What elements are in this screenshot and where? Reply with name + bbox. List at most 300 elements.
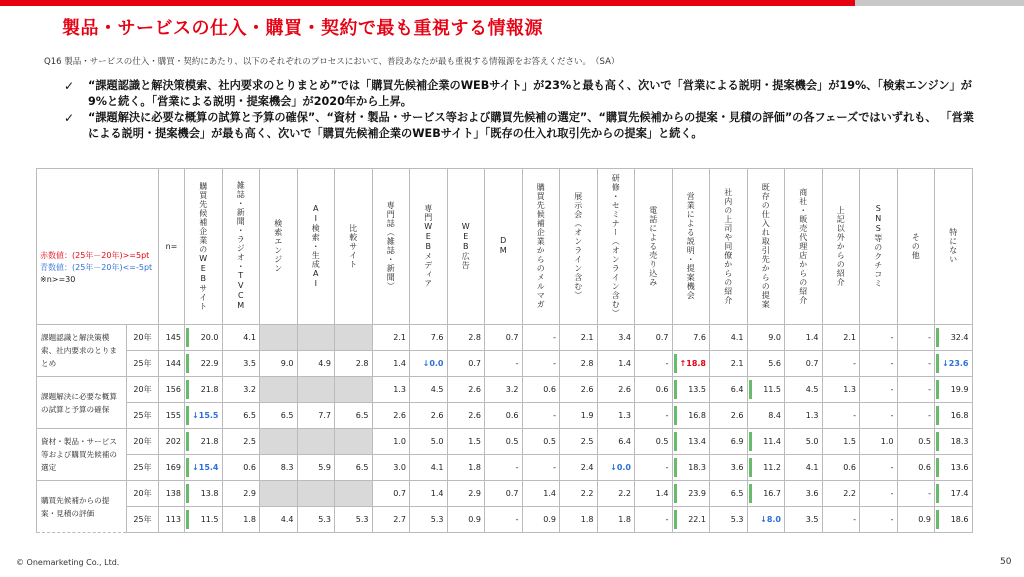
value-text: 13.5 [688,385,706,394]
value-cell [672,481,710,507]
value-text: - [890,463,894,472]
highlight-bar [674,354,677,373]
column-header [635,169,673,325]
value-cell [672,507,710,533]
value-text: 1.0 [393,437,406,446]
value-text: 0.5 [505,437,519,446]
value-cell [447,351,485,377]
highlight-bar [749,380,752,399]
value-text: 21.8 [200,385,219,394]
value-cell [485,429,523,455]
value-text: - [928,489,931,498]
value-text: - [665,359,669,368]
table-row [37,481,973,507]
value-text: 1.0 [880,437,894,446]
value-cell [822,507,860,533]
value-text: - [665,463,669,472]
value-cell [897,377,935,403]
column-header-label: 検索エンジン [273,219,283,273]
value-text: 2.5 [243,437,256,446]
column-header-label: 営業による説明・提案機会 [686,192,696,300]
value-text: 2.6 [580,385,594,394]
value-cell [710,507,748,533]
value-cell [260,403,298,429]
n-cell: 138 [159,481,185,507]
value-text: - [928,411,931,420]
top-gray-bar [855,0,1024,6]
value-cell [860,429,898,455]
value-cell [860,351,898,377]
value-text: 3.5 [243,359,256,368]
value-text: 18.3 [688,463,706,472]
value-cell [260,429,298,455]
value-text: 3.5 [805,515,819,524]
value-text: 0.6 [918,463,931,472]
value-cell [822,455,860,481]
value-text: 4.1 [730,333,744,342]
value-text: 2.1 [580,333,594,342]
header-n: n= [159,169,185,325]
value-text: 0.5 [918,437,931,446]
value-text: 11.2 [763,463,781,472]
column-header-label: 専門WEBメディア [423,204,433,288]
table-row [37,325,973,351]
value-text: 3.2 [243,385,256,394]
value-cell [635,481,673,507]
value-cell [935,377,973,403]
value-text: ↓0.0 [422,359,444,368]
value-text: 0.6 [543,385,556,394]
value-cell [935,403,973,429]
column-header [335,169,373,325]
column-header-label: 既存の仕入れ取引先からの提案 [761,183,771,309]
value-text: 1.3 [805,411,819,420]
value-cell [860,507,898,533]
value-cell [860,481,898,507]
value-text: 1.4 [543,489,556,498]
value-cell [410,507,448,533]
value-cell [860,325,898,351]
highlight-bar [186,380,189,399]
value-cell [935,351,973,377]
value-cell [335,429,373,455]
page-number: 50 [1000,557,1012,567]
value-text: 2.9 [468,489,481,498]
value-text: - [553,411,556,420]
value-text: 19.9 [950,385,969,394]
highlight-bar [936,406,939,425]
legend [40,250,152,286]
value-text: 1.9 [580,411,594,420]
legend-red: 赤数値：(25年－20年)>=5pt [40,251,150,260]
value-cell [222,403,260,429]
value-cell [185,429,223,455]
year-cell: 20年 [127,429,159,455]
highlight-bar [186,484,189,503]
value-text: 17.4 [950,489,969,498]
value-cell [597,377,635,403]
value-text: 2.6 [468,385,481,394]
highlight-bar [936,458,939,477]
value-cell [260,351,298,377]
value-cell [372,429,410,455]
value-cell [710,325,748,351]
value-text: 4.4 [280,515,294,524]
value-cell [185,351,223,377]
column-header [897,169,935,325]
header-corner [37,169,159,325]
value-cell [672,455,710,481]
column-header-label: WEB広告 [461,222,471,270]
highlight-bar [749,458,752,477]
value-cell [447,507,485,533]
value-cell [485,403,523,429]
value-text: 0.9 [918,515,931,524]
value-text: - [665,515,669,524]
value-cell [597,325,635,351]
column-header-label: 上記以外からの紹介 [836,205,846,287]
value-cell [297,325,335,351]
value-text: - [553,333,556,342]
year-cell: 25年 [127,455,159,481]
value-cell [372,325,410,351]
data-table [36,168,973,533]
value-cell [335,403,373,429]
table-row [37,429,973,455]
value-cell [710,455,748,481]
value-text: 3.6 [730,463,744,472]
value-cell [335,377,373,403]
value-cell [522,403,560,429]
legend-note: ※n>=30 [40,275,76,284]
value-text: 1.3 [843,385,856,394]
value-text: 5.9 [318,463,331,472]
check-icon: ✓ [64,79,75,93]
column-header-label: 展示会（オンライン含む） [573,192,583,300]
value-cell [747,351,785,377]
value-cell [597,403,635,429]
value-text: - [515,463,519,472]
column-header-label: 社内の上司や同僚からの紹介 [723,187,733,305]
value-cell [747,455,785,481]
column-header-label: 研修・セミナー（オンライン含む） [611,174,621,318]
value-cell [935,325,973,351]
value-cell [597,481,635,507]
value-text: 6.5 [355,411,369,420]
value-text: 32.4 [950,333,969,342]
value-cell [410,325,448,351]
value-cell [710,481,748,507]
highlight-bar [936,328,939,347]
value-text: 20.0 [200,333,219,342]
value-text: 9.0 [768,333,781,342]
bullet-text: “課題解決に必要な概算の試算と予算の確保”、“資材・製品・サービス等および購買先候補の選定”、“購買先候補からの提案・見積の評価”の各フェーズではいずれも、 「営業による説明・提案機会」が最も高く、次いで「購買先候補企業のWEBサイト」「既存の仕入れ取引先からの提案」と続く。 [88,111,974,140]
year-cell: 20年 [127,325,159,351]
survey-question: Q16 製品・サービスの仕入・購買・契約にあたり、以下のそれぞれのプロセスにおいて、普段あなたが最も重視する情報源をお答えください。 （SA） [44,57,620,67]
value-text: 2.9 [243,489,256,498]
value-cell [822,377,860,403]
value-cell [297,377,335,403]
column-header [672,169,710,325]
value-text: 3.0 [393,463,406,472]
highlight-bar [674,510,677,529]
value-cell [260,455,298,481]
value-cell [710,429,748,455]
value-cell [597,455,635,481]
table-row [37,403,973,429]
value-text: 0.7 [505,489,519,498]
value-text: 7.7 [318,411,331,420]
value-text: - [853,411,856,420]
segment-label: 購買先候補からの提案・見積の評価 [37,481,127,533]
value-cell [447,325,485,351]
column-header [410,169,448,325]
value-cell [935,455,973,481]
value-text: 18.3 [950,437,969,446]
value-text: 2.1 [843,333,856,342]
value-cell [822,481,860,507]
copyright: © Onemarketing Co., Ltd. [16,558,120,567]
year-cell: 25年 [127,507,159,533]
value-cell [522,481,560,507]
highlight-bar [186,354,189,373]
value-text: 16.7 [763,489,781,498]
value-text: 2.6 [730,411,744,420]
column-header-label: その他 [911,232,921,260]
value-text: 13.8 [200,489,219,498]
column-header [372,169,410,325]
value-cell [372,507,410,533]
value-text: 1.5 [843,437,856,446]
value-cell [785,481,823,507]
value-cell [522,455,560,481]
highlight-bar [936,354,939,373]
highlight-bar [186,406,189,425]
value-cell [672,377,710,403]
value-text: ↑18.8 [679,359,706,368]
value-cell [897,351,935,377]
value-text: 2.5 [580,437,594,446]
value-cell [785,377,823,403]
value-cell [897,403,935,429]
value-cell [335,481,373,507]
value-text: 0.7 [655,333,669,342]
value-text: 5.6 [768,359,781,368]
value-text: ↓15.5 [192,411,219,420]
value-text: 3.4 [618,333,631,342]
highlight-bar [674,458,677,477]
value-text: 4.1 [430,463,444,472]
year-cell: 20年 [127,481,159,507]
n-cell: 169 [159,455,185,481]
highlight-bar [186,510,189,529]
value-text: - [928,333,931,342]
value-cell [710,351,748,377]
legend-blue: 青数値：(25年－20年)<=-5pt [40,263,153,272]
value-text: - [853,359,856,368]
value-cell [222,507,260,533]
value-cell [747,377,785,403]
value-text: 6.5 [280,411,294,420]
value-cell [372,481,410,507]
value-cell [597,351,635,377]
column-header [447,169,485,325]
value-cell [785,507,823,533]
value-cell [747,507,785,533]
year-cell: 25年 [127,403,159,429]
value-cell [485,507,523,533]
value-cell [335,507,373,533]
value-cell [747,481,785,507]
value-text: 16.8 [950,411,969,420]
value-text: 0.7 [468,359,481,368]
value-cell [672,325,710,351]
value-text: 2.1 [393,333,406,342]
value-text: ↓23.6 [942,359,969,368]
value-cell [335,351,373,377]
value-cell [222,351,260,377]
column-header [935,169,973,325]
value-cell [447,481,485,507]
value-text: 3.2 [505,385,519,394]
column-header [747,169,785,325]
value-cell [260,325,298,351]
value-cell [560,481,598,507]
check-icon: ✓ [64,111,75,125]
value-text: 1.4 [655,489,669,498]
column-header [522,169,560,325]
summary-bullet [64,110,984,142]
value-cell [335,325,373,351]
value-text: - [928,359,931,368]
column-header [710,169,748,325]
value-text: 2.6 [393,411,406,420]
value-cell [747,403,785,429]
value-text: ↓0.0 [610,463,631,472]
column-header-label: 商社・販売代理店からの紹介 [798,187,808,305]
value-text: 23.9 [688,489,706,498]
value-cell [297,507,335,533]
value-text: 1.4 [393,359,406,368]
value-text: - [890,489,894,498]
value-text: 2.8 [580,359,594,368]
value-text: - [553,463,556,472]
value-text: 1.8 [468,463,481,472]
column-header-label: 雑誌・新聞・ラジオ・TVCM [236,181,246,311]
value-cell [410,351,448,377]
value-text: 11.5 [763,385,781,394]
table-row [37,507,973,533]
value-cell [747,325,785,351]
column-header-label: 電話による売り込み [648,205,658,287]
value-text: 1.8 [618,515,631,524]
value-cell [297,481,335,507]
value-cell [822,351,860,377]
column-header [260,169,298,325]
column-header-label: 特にない [948,228,958,264]
value-text: 0.6 [243,463,256,472]
value-cell [410,377,448,403]
value-cell [860,455,898,481]
value-cell [410,455,448,481]
value-cell [335,455,373,481]
value-text: - [665,411,669,420]
value-cell [710,403,748,429]
year-cell: 25年 [127,351,159,377]
value-text: - [890,385,894,394]
value-cell [860,377,898,403]
value-cell [372,351,410,377]
value-text: 2.7 [393,515,406,524]
value-cell [635,455,673,481]
bullet-text: “課題認識と解決策模索、社内要求のとりまとめ”では「購買先候補企業のWEBサイト」が23%と最も高く、次いで「営業による説明・提案機会」が19%、「検索エンジン」が9%と続く。「営業による説明・提案機会」が2020年から上昇。 [88,79,972,108]
value-cell [485,351,523,377]
value-text: 0.6 [843,463,856,472]
column-header-label: AI検索・生成AI [311,203,321,289]
highlight-bar [186,328,189,347]
value-cell [522,325,560,351]
value-cell [185,403,223,429]
value-cell [485,325,523,351]
n-cell: 156 [159,377,185,403]
summary-bullet [64,78,984,110]
value-cell [447,455,485,481]
value-cell [710,377,748,403]
value-text: 16.8 [688,411,706,420]
value-cell [935,507,973,533]
value-text: 8.4 [768,411,781,420]
year-cell: 20年 [127,377,159,403]
highlight-bar [186,432,189,451]
value-text: 0.6 [505,411,519,420]
value-cell [935,481,973,507]
value-text: 7.6 [693,333,706,342]
table-row [37,351,973,377]
value-text: - [928,385,931,394]
n-cell: 113 [159,507,185,533]
value-cell [597,429,635,455]
value-cell [672,351,710,377]
value-cell [260,377,298,403]
value-text: 22.1 [688,515,706,524]
value-text: 4.5 [430,385,444,394]
value-cell [785,429,823,455]
value-text: 2.4 [580,463,594,472]
value-text: 2.2 [618,489,631,498]
value-text: 0.7 [505,333,519,342]
value-text: 2.6 [430,411,444,420]
column-header [822,169,860,325]
value-cell [822,325,860,351]
value-cell [635,351,673,377]
value-cell [410,429,448,455]
value-text: 5.3 [355,515,369,524]
value-text: 1.3 [618,411,631,420]
column-header [560,169,598,325]
value-cell [822,403,860,429]
value-cell [560,325,598,351]
value-cell [185,325,223,351]
value-text: ↓8.0 [760,515,781,524]
value-cell [222,481,260,507]
value-cell [860,403,898,429]
value-cell [785,403,823,429]
value-cell [297,455,335,481]
value-text: 1.4 [430,489,444,498]
value-text: 1.4 [618,359,631,368]
value-cell [822,429,860,455]
value-cell [185,481,223,507]
